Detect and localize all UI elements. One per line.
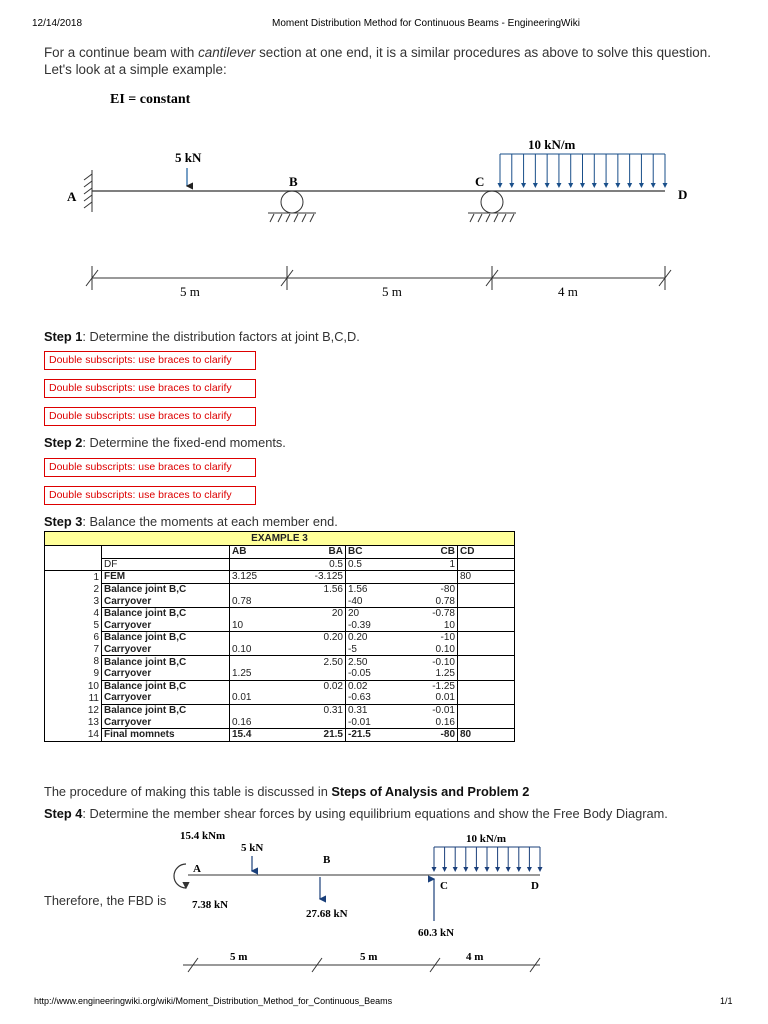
table-row <box>45 656 515 668</box>
moment-distribution-table <box>44 531 515 742</box>
moment-a-label: 15.4 kNm <box>180 830 226 842</box>
udl-arrowhead <box>485 867 490 872</box>
cell-ba <box>288 716 346 728</box>
row-number: 7 <box>45 644 102 656</box>
cell-bc: -0.05 <box>346 668 402 680</box>
udl-arrowhead <box>538 867 543 872</box>
cell-ba: 2.50 <box>288 656 346 668</box>
cell-bc <box>346 571 402 584</box>
cell-bc: 0.31 <box>348 705 368 717</box>
row-label: Final momnets <box>102 728 230 741</box>
print-title: Moment Distribution Method for Continuous Beams - EngineeringWiki <box>272 18 580 29</box>
cell-cd <box>458 692 515 704</box>
cell-ab: 15.4 <box>230 728 288 741</box>
udl-arrowhead <box>498 183 503 188</box>
latex-error-3: Double subscripts: use braces to clarify <box>44 407 256 426</box>
cell-cd <box>458 583 515 595</box>
cell-ab: 3.125 <box>230 571 288 584</box>
node-a-label: A <box>67 189 77 204</box>
print-date: 12/14/2018 <box>32 18 83 29</box>
ei-label: EI = constant <box>110 92 191 107</box>
cell-ba: 0.02 <box>288 680 346 692</box>
cell-cb <box>402 571 458 584</box>
header-ba: BA <box>288 546 346 559</box>
row-label: Carryover <box>102 716 230 728</box>
table-row <box>45 704 515 716</box>
procedure-text: The procedure of making this table is discussed in <box>44 784 332 799</box>
step-3 <box>44 514 338 529</box>
moment-a-arc <box>174 864 186 888</box>
cell-cb: 0.16 <box>402 716 458 728</box>
cell-bc: -0.39 <box>346 620 402 632</box>
cell-cd <box>458 632 515 644</box>
row-label: Balance joint B,C <box>102 704 230 716</box>
cell-cd <box>458 668 515 680</box>
row-label: Balance joint B,C <box>102 583 230 595</box>
step-1-label: Step 1 <box>44 329 83 344</box>
udl-arrowhead <box>580 183 585 188</box>
udl-arrowhead <box>509 183 514 188</box>
cell-cb: -80 <box>402 583 458 595</box>
cell-ab: 10 <box>230 620 288 632</box>
row-number: 13 <box>45 716 102 728</box>
row-label: Carryover <box>102 668 230 680</box>
row-number: 9 <box>45 668 102 680</box>
step-4-label: Step 4 <box>44 806 83 821</box>
udl-arrows <box>498 154 668 188</box>
cell-cb: 0.01 <box>402 692 458 704</box>
cell-cd <box>458 656 515 668</box>
cell-cd <box>458 607 515 619</box>
latex-error-1: Double subscripts: use braces to clarify <box>44 351 256 370</box>
cell-cd <box>458 644 515 656</box>
span-cd-label: 4 m <box>558 284 578 299</box>
cell-cb: -0.78 <box>402 607 458 619</box>
pin-support-b <box>268 191 316 222</box>
cell-cd: 80 <box>458 571 515 584</box>
udl-arrowhead <box>639 183 644 188</box>
row-number: 3 <box>45 595 102 607</box>
cell-bc: -0.63 <box>346 692 402 704</box>
cell-ba: 20 <box>288 607 346 619</box>
cell-cb: 0.10 <box>402 644 458 656</box>
udl-arrowhead <box>442 867 447 872</box>
udl-arrowhead <box>663 183 668 188</box>
row-number: 10 <box>45 680 102 692</box>
fbd-node-d: D <box>531 880 539 892</box>
intro-text: For a continue beam with <box>44 45 199 60</box>
table-row <box>45 607 515 619</box>
intro-line2: Let's look at a simple example: <box>44 62 227 77</box>
pin-support-c <box>468 191 516 222</box>
df-bc: 0.5 <box>346 558 402 571</box>
beam-diagram <box>0 80 768 305</box>
latex-error-4: Double subscripts: use braces to clarify <box>44 458 256 477</box>
row-label: Balance joint B,C <box>102 607 230 619</box>
cell-cb: -10 <box>402 632 458 644</box>
cell-ab: 0.78 <box>230 595 288 607</box>
cell-bc: 0.20 <box>348 632 368 644</box>
cell-ba: 1.56 <box>288 583 346 595</box>
step-1 <box>44 329 360 344</box>
reaction-b-label: 27.68 kN <box>306 908 348 920</box>
row-number: 2 <box>45 583 102 595</box>
step-2-text: : Determine the fixed-end moments. <box>82 435 286 450</box>
udl-arrowhead <box>627 183 632 188</box>
step-1-text: : Determine the distribution factors at joint B,C,D. <box>82 329 360 344</box>
footer-url[interactable]: http://www.engineeringwiki.org/wiki/Moment_Distribution_Method_for_Continuous_Beams <box>34 996 393 1006</box>
step-2-label: Step 2 <box>44 435 83 450</box>
cell-cb: -80 <box>402 728 458 741</box>
fbd-span-cd: 4 m <box>466 951 484 963</box>
cell-ab <box>230 656 288 668</box>
cell-cd <box>458 680 515 692</box>
cell-ab <box>230 680 288 692</box>
fbd-node-b: B <box>323 854 331 866</box>
cell-ab: 1.25 <box>230 668 288 680</box>
table-title: EXAMPLE 3 <box>45 532 515 546</box>
node-b-label: B <box>289 174 298 189</box>
cell-ba: -3.125 <box>288 571 346 584</box>
node-d-label: D <box>678 187 688 202</box>
dimension-line <box>86 266 671 290</box>
df-ba: 0.5 <box>288 558 346 571</box>
header-cd: CD <box>458 546 515 559</box>
df-cb: 1 <box>402 558 458 571</box>
row-number: 4 <box>45 607 102 619</box>
udl-arrowhead <box>592 183 597 188</box>
table-row <box>45 692 515 704</box>
cell-bc: 20 <box>348 608 360 620</box>
row-label: Balance joint B,C <box>102 680 230 692</box>
cell-bc: -40 <box>346 595 402 607</box>
cell-ab <box>230 632 288 644</box>
row-label: Carryover <box>102 620 230 632</box>
cell-ab: 0.10 <box>230 644 288 656</box>
row-number: 11 <box>45 692 102 704</box>
row-number: 12 <box>45 704 102 716</box>
udl-arrowhead <box>568 183 573 188</box>
intro-text-tail: section at one end, it is a similar procedures as above to solve this question. <box>255 45 711 60</box>
span-bc-label: 5 m <box>382 284 402 299</box>
row-label: Balance joint B,C <box>102 656 230 668</box>
row-label: Carryover <box>102 595 230 607</box>
span-ab-label: 5 m <box>180 284 200 299</box>
cell-cb: -1.25 <box>402 680 458 692</box>
latex-error-5: Double subscripts: use braces to clarify <box>44 486 256 505</box>
table-row <box>45 571 515 584</box>
fbd-udl-label: 10 kN/m <box>466 833 507 845</box>
fixed-support-a <box>84 170 92 212</box>
cell-ab: 0.16 <box>230 716 288 728</box>
cell-bc: -5 <box>346 644 402 656</box>
cell-ab <box>230 704 288 716</box>
udl-arrowhead <box>516 867 521 872</box>
row-label: FEM <box>102 571 230 584</box>
row-number: 5 <box>45 620 102 632</box>
cell-cd <box>458 620 515 632</box>
procedure-link[interactable]: Steps of Analysis and Problem 2 <box>331 784 530 799</box>
udl-arrowhead <box>533 183 538 188</box>
row-number: 1 <box>45 571 102 584</box>
table-row <box>45 583 515 595</box>
udl-arrowhead <box>615 183 620 188</box>
table-row <box>45 620 515 632</box>
cell-cb: 0.78 <box>402 595 458 607</box>
udl-arrowhead <box>651 183 656 188</box>
fbd-caption: Therefore, the FBD is <box>44 893 167 908</box>
fbd-node-a: A <box>193 863 201 875</box>
header-ab: AB <box>230 546 288 559</box>
cell-ab: 0.01 <box>230 692 288 704</box>
cell-ba <box>288 595 346 607</box>
cell-ab <box>230 583 288 595</box>
cell-cd <box>458 716 515 728</box>
udl-arrowhead <box>545 183 550 188</box>
fbd-point-load-label: 5 kN <box>241 842 264 854</box>
row-label: Balance joint B,C <box>102 632 230 644</box>
df-ab <box>230 558 288 571</box>
row-number: 14 <box>45 728 102 741</box>
point-load-label: 5 kN <box>175 150 202 165</box>
cell-cb: -0.10 <box>402 656 458 668</box>
udl-arrowhead <box>474 867 479 872</box>
cell-ba <box>288 644 346 656</box>
row-label: Carryover <box>102 692 230 704</box>
footer-page: 1/1 <box>720 996 733 1006</box>
cell-cd <box>458 704 515 716</box>
intro-emphasis: cantilever <box>198 45 256 60</box>
table-row <box>45 595 515 607</box>
udl-arrowhead <box>521 183 526 188</box>
cell-ba <box>288 620 346 632</box>
table-row <box>45 668 515 680</box>
table-row <box>45 632 515 644</box>
procedure-note <box>44 784 529 799</box>
cell-ba: 21.5 <box>288 728 346 741</box>
cell-bc: 2.50 <box>348 656 368 668</box>
cell-bc: 1.56 <box>348 584 368 596</box>
cell-bc: 0.02 <box>348 680 368 692</box>
cell-ab <box>230 607 288 619</box>
udl-arrowhead <box>463 867 468 872</box>
fbd-span-ab: 5 m <box>230 951 248 963</box>
cell-cb: 1.25 <box>402 668 458 680</box>
header-cb: CB <box>402 546 458 559</box>
df-cd <box>458 558 515 571</box>
reaction-a-label: 7.38 kN <box>192 899 229 911</box>
udl-arrowhead <box>453 867 458 872</box>
cell-cd: 80 <box>458 728 515 741</box>
table-row <box>45 728 515 741</box>
row-number: 8 <box>45 656 102 668</box>
free-body-diagram <box>0 826 768 986</box>
udl-label: 10 kN/m <box>528 137 576 152</box>
fbd-span-bc: 5 m <box>360 951 378 963</box>
reaction-c-label: 60.3 kN <box>418 927 455 939</box>
step-2 <box>44 435 286 450</box>
udl-arrowhead <box>506 867 511 872</box>
udl-arrowhead <box>527 867 532 872</box>
row-number: 6 <box>45 632 102 644</box>
step-4 <box>44 806 668 821</box>
cell-bc: -21.5 <box>346 728 402 741</box>
cell-bc: -0.01 <box>346 716 402 728</box>
udl-arrowhead <box>495 867 500 872</box>
step-4-text: : Determine the member shear forces by using equilibrium equations and show the Free Body Diagram. <box>82 806 668 821</box>
node-c-label: C <box>475 174 485 189</box>
df-label: DF <box>102 558 230 571</box>
udl-arrowhead <box>556 183 561 188</box>
fbd-udl-arrows <box>432 847 543 872</box>
header-bc: BC <box>348 546 363 558</box>
table-row <box>45 644 515 656</box>
cell-cb: -0.01 <box>402 704 458 716</box>
table-row <box>45 716 515 728</box>
row-label: Carryover <box>102 644 230 656</box>
step-3-label: Step 3 <box>44 514 83 529</box>
udl-arrowhead <box>604 183 609 188</box>
cell-ba: 0.31 <box>288 704 346 716</box>
cell-cb: 10 <box>402 620 458 632</box>
cell-ba: 0.20 <box>288 632 346 644</box>
udl-arrowhead <box>432 867 437 872</box>
cell-ba <box>288 668 346 680</box>
cell-cd <box>458 595 515 607</box>
table-row <box>45 680 515 692</box>
step-3-text: : Balance the moments at each member end. <box>82 514 338 529</box>
latex-error-2: Double subscripts: use braces to clarify <box>44 379 256 398</box>
fbd-node-c: C <box>440 880 448 892</box>
cell-ba <box>288 692 346 704</box>
intro-paragraph <box>44 44 711 78</box>
